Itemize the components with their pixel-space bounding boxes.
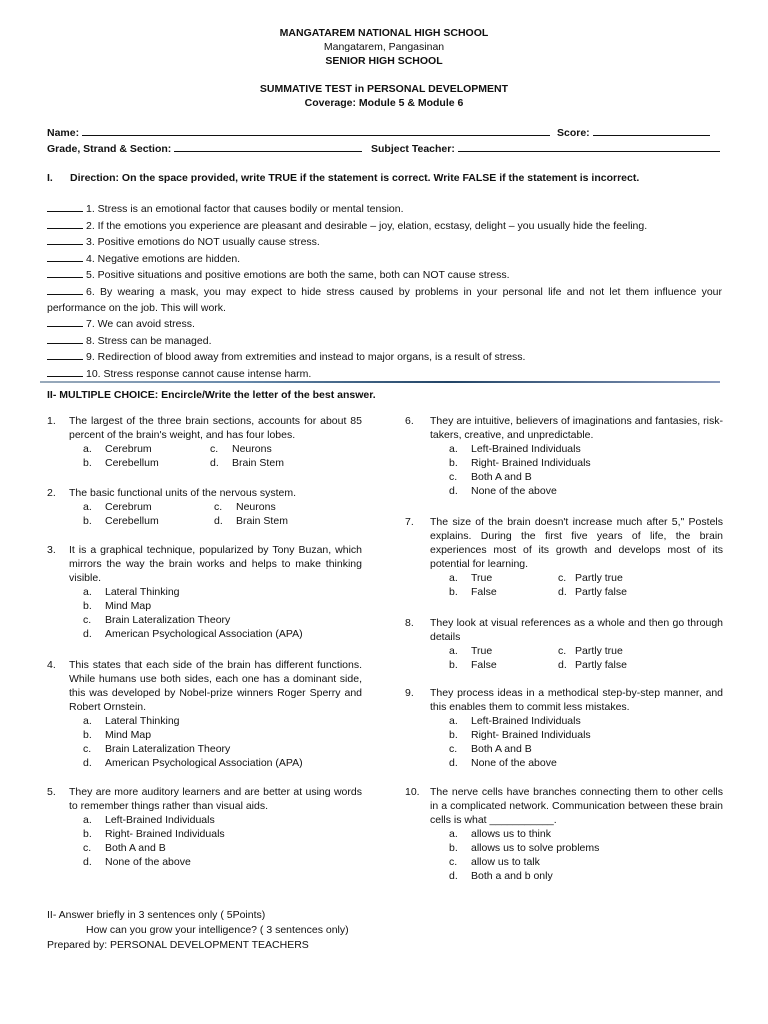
coverage: Coverage: Module 5 & Module 6	[304, 97, 464, 109]
teacher-label: Subject Teacher:	[371, 143, 455, 155]
name-label: Name:	[47, 127, 80, 139]
name-field-row	[47, 125, 550, 139]
tf-item: 1. Stress is an emotional factor that causes bodily or mental tension.	[47, 201, 722, 218]
part3-title: II- Answer briefly in 3 sentences only ( 5Points)	[47, 909, 266, 921]
answer-blank[interactable]	[47, 218, 83, 229]
question-stem: They look at visual references as a whole and then go through details	[430, 617, 723, 643]
question-stem: They process ideas in a methodical step-by-step manner, and this enables them to commit less mistakes.	[430, 687, 723, 713]
section-divider	[40, 381, 720, 383]
part1-direction: Direction: On the space provided, write TRUE if the statement is correct. Write FALSE if the statement is incorrect.	[70, 172, 640, 184]
score-label: Score:	[557, 127, 590, 139]
grade-field-row	[47, 141, 362, 155]
part2-title: II- MULTIPLE CHOICE: Encircle/Write the letter of the best answer.	[47, 389, 376, 401]
tf-item: 7. We can avoid stress.	[47, 316, 722, 333]
tf-item: 6. By wearing a mask, you may expect to hide stress caused by problems in your personal life and not let them influence your performance on the job. This will work.	[47, 285, 722, 314]
part1-roman: I.	[47, 172, 53, 184]
tf-item: 10. Stress response cannot cause intense harm.	[47, 366, 722, 383]
answer-blank[interactable]	[47, 251, 83, 262]
name-blank[interactable]	[82, 125, 550, 136]
grade-blank[interactable]	[174, 141, 362, 152]
tf-item: 3. Positive emotions do NOT usually cause stress.	[47, 234, 722, 251]
score-field-row	[557, 125, 710, 139]
tf-item: 2. If the emotions you experience are pleasant and desirable – joy, elation, ecstasy, delight – you usually hide the feeling.	[47, 218, 722, 235]
question-stem: The size of the brain doesn't increase much after 5," Postels explains. During the first five years of life, the brain experiences most of its growth and develops most of its potential for learning.	[430, 516, 723, 570]
question-stem: They are more auditory learners and are better at using words to remember things rather than visual aids.	[69, 786, 362, 812]
tf-item: 4. Negative emotions are hidden.	[47, 251, 722, 268]
department: SENIOR HIGH SCHOOL	[325, 55, 443, 67]
question-stem: This states that each side of the brain has different functions. While humans use both sides, each one has a dominant side, this was developed by Nobel-prize winners Roger Sperry and Robert Ornstein.	[69, 659, 362, 713]
answer-blank[interactable]	[47, 234, 83, 245]
tf-item: 5. Positive situations and positive emotions are both the same, both can NOT cause stress.	[47, 267, 722, 284]
teacher-blank[interactable]	[458, 141, 720, 152]
question-stem: It is a graphical technique, popularized by Tony Buzan, which mirrors the way the brain works and helps to make thinking visible.	[69, 544, 362, 584]
question-stem: The largest of the three brain sections, accounts for about 85 percent of the brain's weight, and has four lobes.	[69, 415, 362, 441]
teacher-field-row	[371, 141, 720, 155]
school-name: MANGATAREM NATIONAL HIGH SCHOOL	[279, 27, 489, 39]
score-blank[interactable]	[593, 125, 710, 136]
part3-question: How can you grow your intelligence? ( 3 sentences only)	[86, 924, 349, 936]
answer-blank[interactable]	[47, 333, 83, 344]
tf-item: 8. Stress can be managed.	[47, 333, 722, 350]
answer-blank[interactable]	[47, 349, 83, 360]
prepared-by: Prepared by: PERSONAL DEVELOPMENT TEACHERS	[47, 939, 309, 951]
answer-blank[interactable]	[47, 201, 83, 212]
test-title: SUMMATIVE TEST in PERSONAL DEVELOPMENT	[259, 83, 509, 95]
question-stem: The nerve cells have branches connecting them to other cells in a complicated network. Communication between these brain cells is what ___________.	[430, 786, 723, 826]
question-stem: The basic functional units of the nervous system.	[69, 487, 297, 499]
grade-label: Grade, Strand & Section:	[47, 143, 172, 155]
answer-blank[interactable]	[47, 316, 83, 327]
answer-blank[interactable]	[47, 267, 83, 278]
school-location: Mangatarem, Pangasinan	[323, 41, 445, 53]
true-false-list	[47, 201, 722, 383]
question-stem: They are intuitive, believers of imaginations and fantasies, risk-takers, creative, and unpredictable.	[430, 415, 723, 441]
answer-blank[interactable]	[47, 366, 83, 377]
tf-item: 9. Redirection of blood away from extremities and instead to major organs, is a result of stress.	[47, 349, 722, 366]
answer-blank[interactable]	[47, 284, 83, 295]
